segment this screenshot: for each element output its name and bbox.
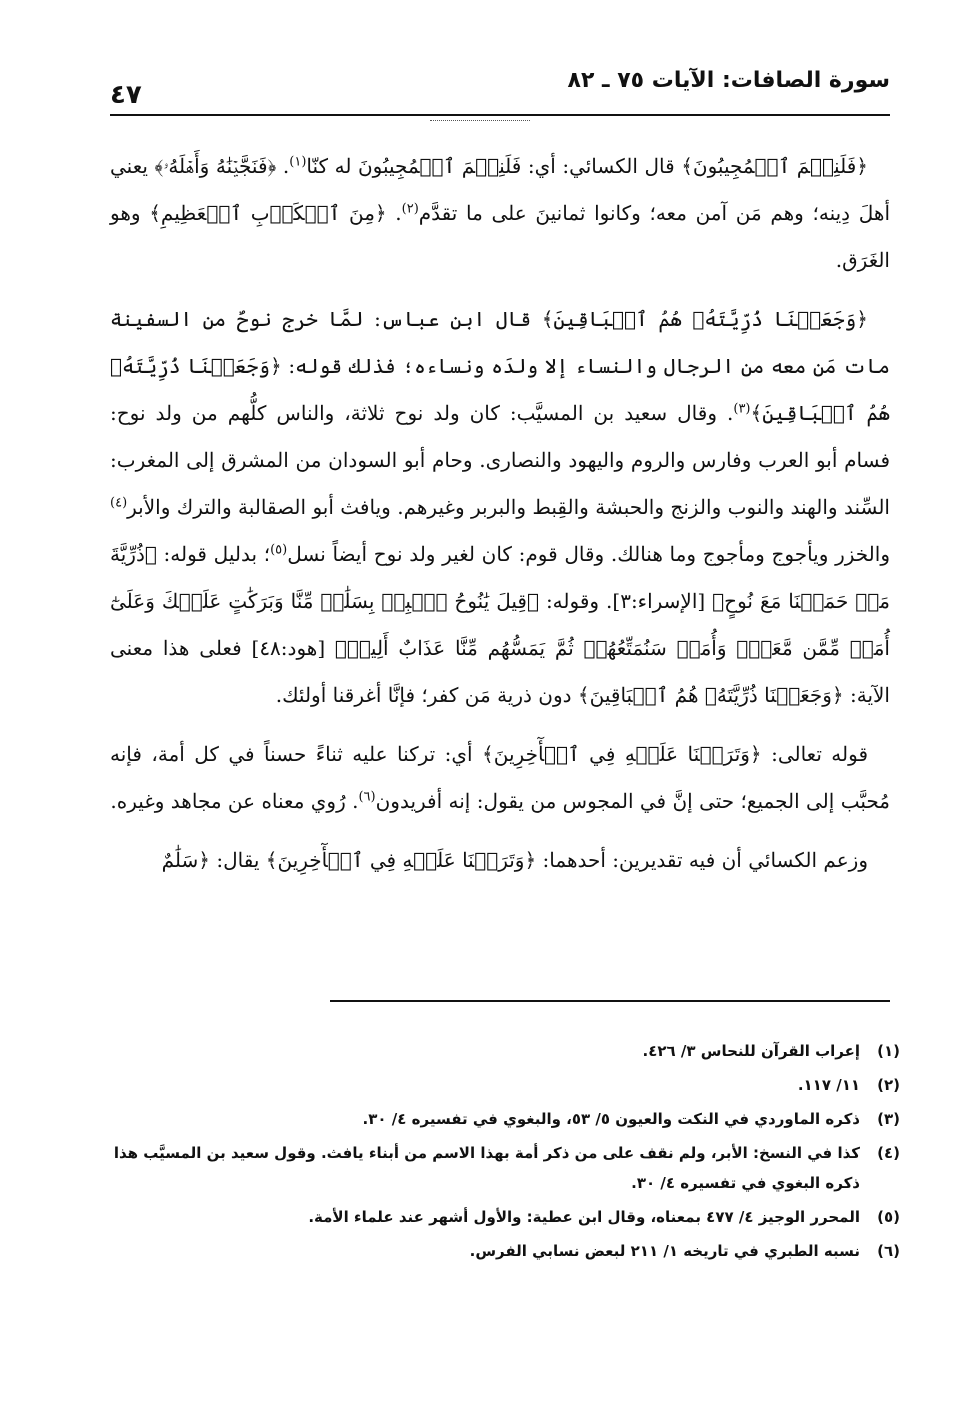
footnote-item <box>110 1236 900 1266</box>
footnote-reference: (٥) <box>270 542 288 558</box>
footnote-item <box>110 1138 900 1198</box>
quran-verse: ﴿سَلَٰمٌ <box>161 848 210 872</box>
footnote-text: ذكره الماوردي في النكت والعيون ٥/ ٥٣، والبغوي في تفسيره ٤/ ٣٠. <box>362 1110 860 1128</box>
quran-verse: فَلَنِعۡمَ ٱلۡمُجِيبُونَ <box>357 154 522 178</box>
footnote-reference: (١) <box>289 154 307 170</box>
footnote-item <box>110 1202 900 1232</box>
footnote-number: (٣) <box>877 1110 900 1128</box>
footnote-reference: (٤) <box>110 495 128 511</box>
footnote-item <box>110 1104 900 1134</box>
quran-verse: ﴿ذُرِّيَّةَ مَنۡ حَمَلۡنَا مَعَ نُوحٍ﴾ <box>110 542 891 613</box>
text-run: قوله تعالى: <box>761 742 869 766</box>
footnote-number: (٥) <box>877 1208 900 1226</box>
quran-verse: ﴿فَلَنِعۡمَ ٱلۡمُجِيبُونَ﴾ <box>681 154 868 178</box>
footnote-text: نسبه الطبري في تاريخه ١/ ٢١١ لبعض نسابي الفرس. <box>469 1242 860 1260</box>
footnote-number: (٦) <box>877 1242 900 1260</box>
text-run: يقال: <box>210 848 266 872</box>
text-run: وهو الغَرَق. <box>110 201 890 272</box>
text-run: يعني أهلَ دِينه؛ وهم مَن آمن معه؛ وكانوا ثمانينَ على ما تقدَّم <box>110 154 890 225</box>
footnote-text: كذا في النسخ: الأبر، ولم نقف على من ذكر أمة بهذا الاسم من أبناء يافث. وقول سعيد بن المسيَّب هذا ذكره البغوي في تفسيره ٤/ ٣٠. <box>113 1144 860 1192</box>
footnote-item <box>110 1070 900 1100</box>
running-title: سورة الصافات: الآيات ٧٥ ـ ٨٢ <box>567 68 890 93</box>
page-header <box>110 60 890 118</box>
footnote-reference: (٣) <box>733 401 751 417</box>
footnote-text: إعراب القرآن للنحاس ٣/ ٤٢٦. <box>642 1042 860 1060</box>
text-run: له كنّا <box>306 154 358 178</box>
quran-verse: ﴿وَجَعَلۡنَا ذُرِّيَّتَهُۥ هُمُ ٱلۡبَاقِينَ﴾ <box>541 307 868 331</box>
text-run: . <box>386 201 402 225</box>
footnote-item <box>110 1036 900 1066</box>
page-number: ٤٧ <box>110 80 142 110</box>
quran-verse: ﴿وَتَرَكۡنَا عَلَيۡهِ فِي ٱلۡأٓخِرِينَ﴾ <box>482 742 762 766</box>
paragraph <box>110 731 890 825</box>
text-run: قال الكسائي: أي: <box>521 154 682 178</box>
footnote-reference: (٦) <box>358 789 376 805</box>
text-run: والخزر ويأجوج ومأجوج وما هنالك. وقال قوم: كان لغير ولد نوح أيضاً نسل <box>287 542 890 566</box>
text-run: أي: تركنا عليه ثناءً حسناً في كل أمة، فإنه مُحبَّب إلى الجميع؛ حتى إنَّ في المجوس من يقول: إنه أفريدون <box>110 742 890 813</box>
text-run: . <box>276 154 290 178</box>
footnote-text: ١١/ ١١٧. <box>797 1076 860 1094</box>
paragraph <box>110 296 890 719</box>
paragraph <box>110 837 890 884</box>
quran-verse: ﴿مِنَ ٱلۡكَرۡبِ ٱلۡعَظِيمِ﴾ <box>149 201 387 225</box>
text-run: وزعم الكسائي أن فيه تقديرين: أحدهما: <box>536 848 868 872</box>
quran-verse: ﴿وَتَرَكۡنَا عَلَيۡهِ فِي ٱلۡأٓخِرِينَ﴾ <box>265 848 537 872</box>
footnote-number: (١) <box>877 1042 900 1060</box>
footnotes <box>110 1036 900 1270</box>
text-run: [الإسراء:٣]. وقوله: <box>538 589 713 613</box>
quran-verse: ﴿وَجَعَلۡنَا ذُرِّيَّتَهُۥ هُمُ ٱلۡبَاقِينَ﴾ <box>110 354 890 425</box>
quran-verse: ﴿وَجَعَلۡنَا ذُرِّيَّتَهُۥ هُمُ ٱلۡبَاقِينَ﴾ <box>577 683 844 707</box>
footnote-text: المحرر الوجيز ٤/ ٤٧٧ بمعناه، وقال ابن عطية: والأول أشهر عند علماء الأمة. <box>308 1208 860 1226</box>
text-run: قال ابن عباس: لمَّا خرج نوحٌ من السفينة مات مَن معه من الرجال والنساء إلا ولدَه ونساءه؛ فذلك قوله: <box>110 307 890 378</box>
text-run: [هود:٤٨] فعلى هذا معنى الآية: <box>110 636 890 707</box>
footnote-number: (٢) <box>877 1076 900 1094</box>
quran-verse: ﴿قِيلَ يَٰنُوحُ ٱهۡبِطۡ بِسَلَٰمٖ مِّنَّا وَبَرَكَٰتٍ عَلَيۡكَ وَعَلَىٰٓ أُمَمٖ مِّمَّن مَّعَكَۚ وَأُمَمٞ سَنُمَتِّعُهُمۡ ثُمَّ يَمَسُّهُم مِّنَّا عَذَابٌ أَلِيمٞ﴾ <box>110 589 890 660</box>
main-text <box>110 143 890 896</box>
text-run: . رُوي معناه عن مجاهد وغيره. <box>110 789 359 813</box>
quran-verse: ﴿فَنَجَّيۡنَٰهُ وَأَهۡلَهُۥ﴾ <box>154 154 277 178</box>
text-run: . وقال سعيد بن المسيَّب: كان ولد نوح ثلاثة، والناس كلُّهم من ولد نوح: فسام أبو العرب وفارس والروم واليهود والنصارى. وحام أبو السودان من المشرق إلى المغرب: السِّند والهند والنوب والزنج والحبشة والقِبط والبربر وغيرهم. ويافث أبو الصقالبة والترك والأبر <box>110 401 890 519</box>
footnote-separator <box>330 1000 890 1002</box>
header-divider-mark <box>430 120 530 121</box>
text-run: دون ذرية مَن كفر؛ فإنَّا أغرقنا أولئك. <box>275 683 578 707</box>
text-run: ؛ بدليل قوله: <box>156 542 271 566</box>
footnote-reference: (٢) <box>401 201 419 217</box>
paragraph <box>110 143 890 284</box>
header-rule <box>110 114 890 116</box>
footnote-number: (٤) <box>877 1144 900 1162</box>
